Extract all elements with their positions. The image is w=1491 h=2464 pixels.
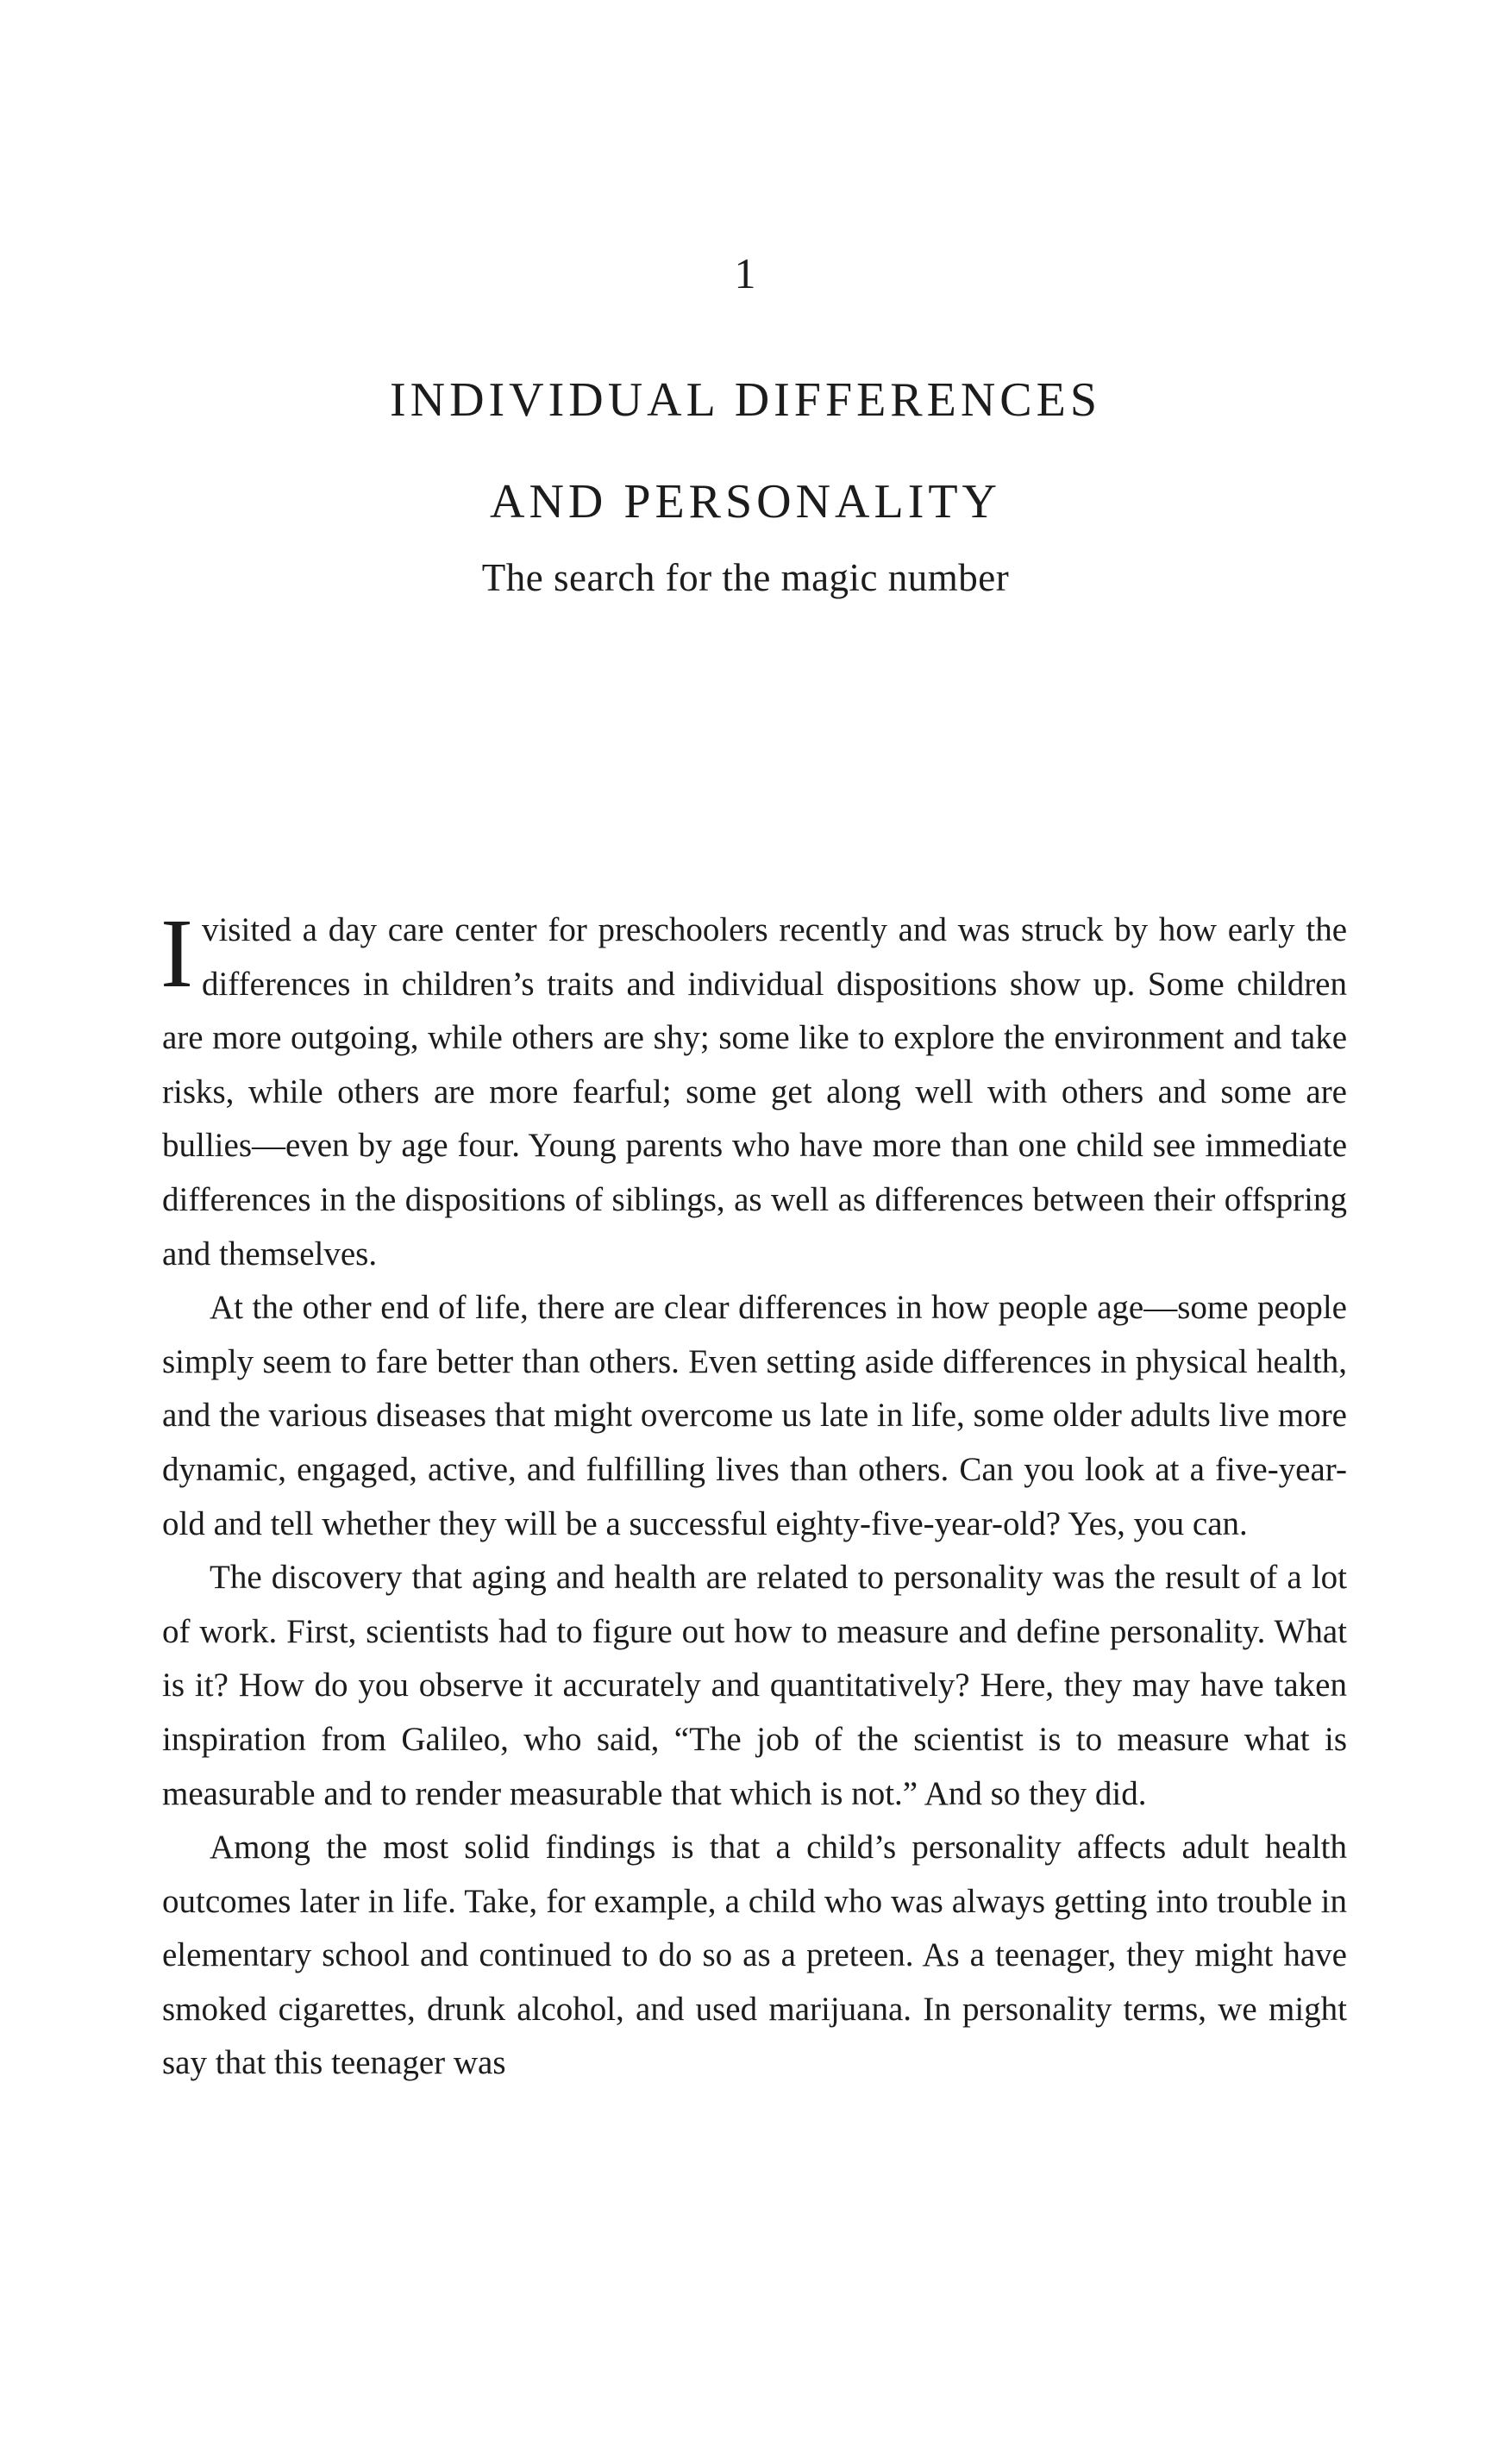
chapter-subtitle: The search for the magic number	[481, 556, 1010, 599]
chapter-number: 1	[734, 249, 757, 297]
paragraph-4: Among the most solid findings is that a child’s personality affects adult health outcomes later in life. Take, for example, a child who was always getting into trouble in elementary school and continued to do so as a preteen. As a teenager, they might have smoked cigarettes, drunk alcohol, and used marijuana. In personality terms, we might say that this teenager was	[162, 1829, 1347, 2082]
chapter-title	[0, 349, 1491, 553]
chapter-title-line-2: AND PERSONALITY	[490, 475, 1001, 528]
chapter-title-line-1: INDIVIDUAL DIFFERENCES	[389, 373, 1101, 427]
body-text	[160, 898, 1347, 2091]
paragraph-2: At the other end of life, there are clear differences in how people age—some people simply seem to fare better than others. Even setting aside differences in physical health, and the various diseases that might overcome us late in life, some older adults live more dynamic, engaged, active, and fulfilling lives than others. Can you look at a five-year-old and tell whether they will be a successful eighty-five-year-old? Yes, you can.	[162, 1289, 1347, 1542]
drop-cap: I	[160, 898, 193, 1008]
paragraph-1-text: visited a day care center for preschoolers recently and was struck by how early the differences in children’s traits and individual dispositions show up. Some children are more outgoing, while others are shy; some like to explore the environment and take risks, while others are more fearful; some get along well with others and some are bullies—even by age four. Young parents who have more than one child see immediate differences in the dispositions of siblings, as well as differences between their offspring and themselves.	[162, 911, 1347, 1273]
paragraph-1	[160, 898, 1347, 1281]
paragraph-3: The discovery that aging and health are related to personality was the result of a lot of work. First, scientists had to figure out how to measure and define personality. What is it? How do you observe it accurately and quantitatively? Here, they may have taken inspiration from Galileo, who said, “The job of the scientist is to measure what is measurable and to render measurable that which is not.” And so they did.	[162, 1559, 1347, 1812]
